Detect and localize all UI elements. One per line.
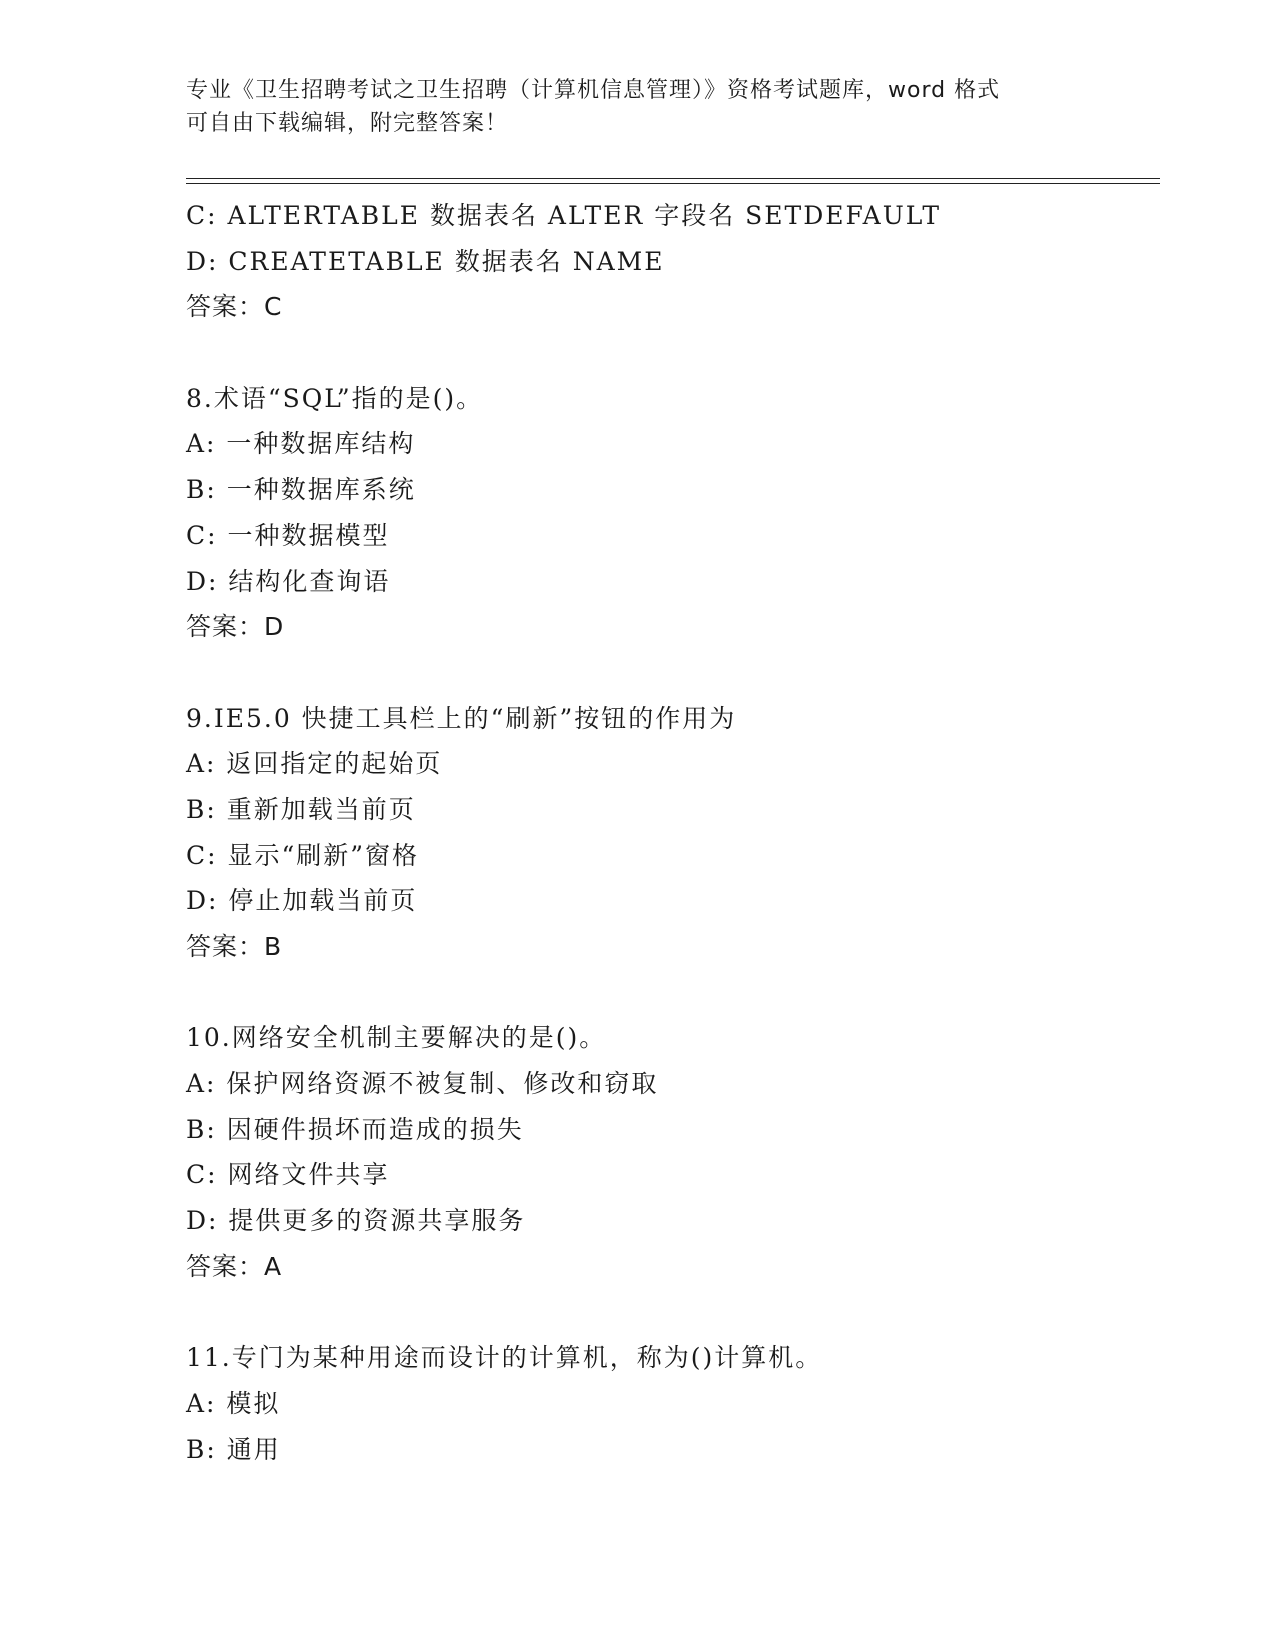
option-c: C: 网络文件共享 (186, 1160, 390, 1190)
option-a: A: 返回指定的起始页 (186, 749, 443, 779)
option-b: B: 因硬件损坏而造成的损失 (186, 1114, 524, 1144)
spacer (186, 1290, 1186, 1336)
option-a: A: 一种数据库结构 (186, 429, 416, 459)
answer: 答案：A (186, 1251, 283, 1281)
header-divider-bottom (186, 183, 1160, 184)
option-b: B: 一种数据库系统 (186, 475, 416, 505)
spacer (186, 650, 1186, 696)
header-line-1: 专业《卫生招聘考试之卫生招聘（计算机信息管理）》资格考试题库，word 格式 (186, 78, 1001, 103)
header-line-2: 可自由下载编辑，附完整答案！ (186, 111, 509, 136)
option-a: A: 模拟 (186, 1388, 281, 1418)
answer: 答案：D (186, 612, 285, 642)
spacer (186, 970, 1186, 1016)
option-a: A: 保护网络资源不被复制、修改和窃取 (186, 1069, 659, 1099)
question-7-tail (186, 193, 1186, 330)
option-c: C: 显示“刷新”窗格 (186, 840, 420, 870)
question-text: 8.术语“SQL”指的是()。 (186, 383, 484, 413)
question-list (186, 193, 1186, 1472)
header-divider-top (186, 178, 1160, 179)
question-11 (186, 1335, 1186, 1472)
document-header (186, 74, 1086, 140)
question-9 (186, 696, 1186, 970)
option-b: B: 重新加载当前页 (186, 794, 416, 824)
question-text: 11.专门为某种用途而设计的计算机，称为()计算机。 (186, 1343, 823, 1373)
option-d: D: 停止加载当前页 (186, 886, 418, 916)
option-b: B: 通用 (186, 1434, 281, 1464)
question-8 (186, 376, 1186, 650)
question-text: 9.IE5.0 快捷工具栏上的“刷新”按钮的作用为 (186, 703, 737, 733)
option-d: D: 提供更多的资源共享服务 (186, 1206, 526, 1236)
question-10 (186, 1015, 1186, 1289)
option-d: D: 结构化查询语 (186, 566, 391, 596)
spacer (186, 330, 1186, 376)
answer: 答案：B (186, 932, 283, 961)
option-c: C: 一种数据模型 (186, 520, 390, 550)
option-d: D: CREATETABLE 数据表名 NAME (186, 246, 665, 276)
answer: 答案：C (186, 292, 283, 322)
question-text: 10.网络安全机制主要解决的是()。 (186, 1023, 607, 1053)
option-c: C: ALTERTABLE 数据表名 ALTER 字段名 SETDEFAULT (186, 201, 942, 230)
